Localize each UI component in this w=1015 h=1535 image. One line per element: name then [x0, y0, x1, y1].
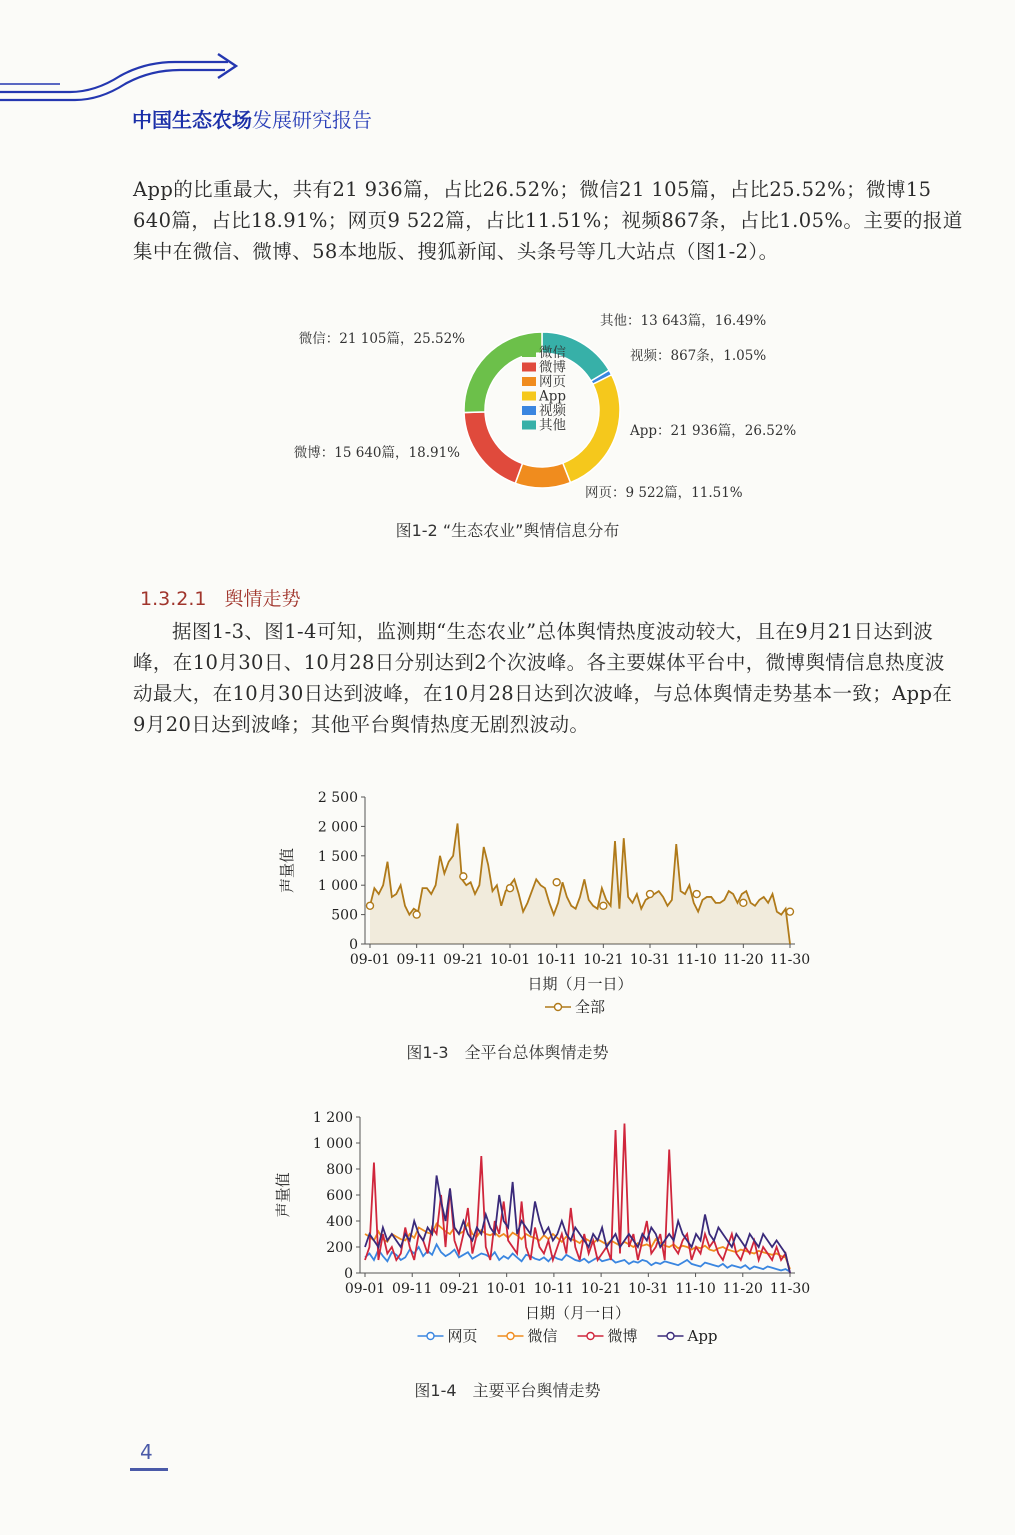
- series-marker-全部: [507, 885, 514, 892]
- page-number: [140, 1440, 168, 1471]
- legend-label-微信: 微信: [539, 345, 566, 361]
- x-tick-label: 11-30: [769, 952, 811, 968]
- donut-label-微信: 微信：21 105篇，25.52%: [298, 331, 465, 347]
- x-tick-label: 09-21: [439, 1281, 480, 1297]
- section-title: 舆情走势: [224, 588, 301, 610]
- x-tick-label: 09-21: [443, 952, 484, 968]
- section-number: 1.3.2.1: [140, 588, 207, 610]
- legend-marker-全部: [555, 1004, 562, 1011]
- legend-swatch-其他: [522, 421, 536, 430]
- legend-swatch-微信: [522, 348, 536, 357]
- x-tick-label: 10-21: [583, 952, 624, 968]
- fig2-caption: 图1-2 “生态农业”舆情信息分布: [395, 521, 620, 540]
- legend-label-视频: 视频: [539, 403, 566, 419]
- legend-label-其他: 其他: [539, 417, 566, 434]
- legend-label-App: App: [539, 388, 567, 405]
- x-tick-label: 11-20: [723, 952, 764, 968]
- x-tick-label: 10-31: [628, 1281, 669, 1297]
- y-tick-label: 1 000: [312, 1136, 353, 1152]
- series-marker-全部: [693, 891, 700, 898]
- series-marker-全部: [787, 908, 794, 915]
- y-tick-label: 500: [331, 907, 358, 924]
- donut-label-视频: 视频：867条，1.05%: [630, 348, 767, 364]
- x-tick-label: 10-01: [486, 1281, 527, 1297]
- legend-swatch-视频: [522, 406, 536, 415]
- donut-label-App: App：21 936篇，26.52%: [630, 423, 797, 439]
- donut-slice-App: [563, 375, 620, 483]
- y-tick-label: 1 500: [317, 848, 358, 865]
- x-tick-label: 11-20: [722, 1281, 763, 1297]
- donut-label-微博: 微博：15 640篇，18.91%: [293, 445, 460, 461]
- paragraph-distribution: App的比重最大，共有21 936篇，占比26.52%；微信21 105篇，占比25.52%；微博15 640篇，占比18.91%；网页9 522篇，占比11.51%；视频867条，占比1.05%。主要的报道集中在微信、微博、58本地版、搜狐新闻、头条号等几大站点（图1-2）。: [133, 178, 963, 263]
- x-axis-label: 日期（月一日）: [527, 975, 633, 993]
- fig4-caption: 图1-4 主要平台舆情走势: [414, 1381, 601, 1400]
- x-tick-label: 09-01: [344, 1281, 386, 1297]
- legend-swatch-网页: [522, 377, 536, 386]
- legend-label-微信: 微信: [527, 1327, 558, 1345]
- legend-label-微博: 微博: [539, 359, 566, 376]
- donut-slice-网页: [515, 463, 570, 488]
- x-tick-label: 09-01: [349, 952, 391, 968]
- x-tick-label: 10-31: [629, 952, 671, 968]
- y-tick-label: 1 200: [312, 1110, 353, 1126]
- y-tick-label: 600: [326, 1188, 353, 1204]
- header-title-rest: 发展研究报告: [252, 108, 372, 132]
- series-marker-全部: [367, 902, 374, 909]
- fig3-caption: 图1-3 全平台总体舆情走势: [406, 1043, 609, 1062]
- x-tick-label: 10-11: [533, 1281, 575, 1297]
- section-heading: [140, 584, 301, 611]
- y-axis-label: 声量值: [278, 847, 296, 894]
- x-tick-label: 11-30: [769, 1281, 811, 1297]
- donut-slice-微博: [464, 412, 522, 483]
- legend-swatch-微博: [522, 363, 536, 372]
- series-marker-全部: [553, 879, 560, 886]
- series-marker-全部: [413, 911, 420, 918]
- legend-marker-微信: [507, 1333, 514, 1340]
- x-tick-label: 09-11: [396, 952, 437, 968]
- y-tick-label: 0: [344, 1266, 353, 1282]
- series-marker-全部: [647, 891, 654, 898]
- header-title-bold: 中国生态农场: [132, 108, 252, 132]
- legend-label-App: App: [687, 1327, 718, 1345]
- legend-label-全部: 全部: [575, 998, 606, 1016]
- y-tick-label: 200: [326, 1240, 353, 1256]
- series-area-全部: [370, 823, 790, 944]
- x-tick-label: 10-21: [580, 1281, 622, 1297]
- paragraph-trend: 据图1-3、图1-4可知，监测期“生态农业”总体舆情热度波动较大，且在9月21日达到波峰，在10月30日、10月28日分别达到2个次波峰。各主要媒体平台中，微博舆情信息热度波动最大，在10月30日达到波峰，在10月28日达到次波峰，与总体舆情走势基本一致；App在9月20日达到波峰；其他平台舆情热度无剧烈波动。: [133, 620, 953, 736]
- x-tick-label: 10-01: [489, 952, 531, 968]
- series-marker-全部: [460, 873, 467, 880]
- x-tick-label: 10-11: [536, 952, 577, 968]
- legend-marker-网页: [427, 1333, 434, 1340]
- y-tick-label: 1 000: [317, 878, 358, 895]
- y-tick-label: 400: [326, 1214, 353, 1230]
- header-arrows-decoration: [0, 48, 260, 108]
- series-line-App: [365, 1176, 790, 1274]
- x-tick-label: 11-10: [676, 952, 717, 968]
- y-tick-label: 2 500: [317, 790, 358, 806]
- legend-swatch-App: [522, 392, 536, 401]
- legend-marker-微博: [587, 1333, 594, 1340]
- series-marker-全部: [600, 902, 607, 909]
- donut-chart: [260, 305, 820, 515]
- series-line-微博: [365, 1124, 790, 1274]
- x-axis-label: 日期（月一日）: [524, 1304, 631, 1322]
- running-header: [132, 104, 372, 133]
- y-axis-label: 声量值: [274, 1172, 292, 1218]
- legend-label-网页: 网页: [539, 374, 566, 390]
- y-tick-label: 2 000: [317, 819, 358, 836]
- legend-label-网页: 网页: [447, 1327, 478, 1345]
- overall-trend-chart: [270, 785, 830, 1030]
- platform-trend-chart: [270, 1105, 830, 1365]
- y-tick-label: 0: [349, 937, 358, 953]
- y-tick-label: 800: [326, 1162, 353, 1178]
- donut-label-网页: 网页：9 522篇，11.51%: [585, 485, 743, 501]
- series-marker-全部: [740, 899, 747, 906]
- legend-marker-App: [667, 1333, 674, 1340]
- donut-label-其他: 其他：13 643篇，16.49%: [600, 313, 767, 329]
- x-tick-label: 11-10: [675, 1281, 716, 1297]
- x-tick-label: 09-11: [392, 1281, 433, 1297]
- page-number-text: 4: [140, 1440, 153, 1464]
- legend-label-微博: 微博: [607, 1327, 638, 1345]
- page-number-underline: [130, 1468, 168, 1471]
